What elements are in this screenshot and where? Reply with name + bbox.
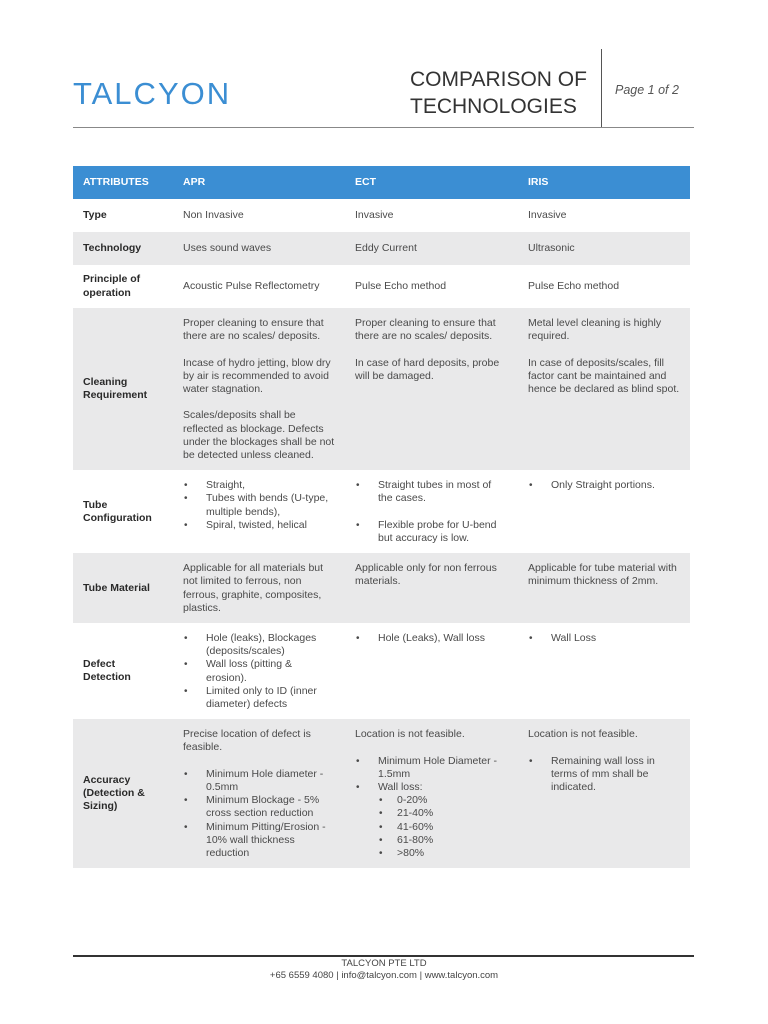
tube-config-apr xyxy=(173,470,345,553)
list-item: • Minimum Blockage - 5% cross section reduction xyxy=(183,794,335,820)
list-item: • Minimum Hole diameter - 0.5mm xyxy=(183,768,335,794)
attr-tube-config-line1: Tube xyxy=(83,498,108,511)
attr-accuracy-line2: (Detection & xyxy=(83,787,145,800)
principle-ect: Pulse Echo method xyxy=(355,279,447,292)
attr-type: Type xyxy=(83,208,107,221)
defect-ect xyxy=(345,623,518,719)
list-item: • Hole (Leaks), Wall loss xyxy=(355,632,508,645)
list-item: • Hole (leaks), Blockages (deposits/scales) xyxy=(183,632,335,658)
list-item: • Remaining wall loss in terms of mm shall be indicated. xyxy=(528,755,680,795)
table-row-principle xyxy=(73,265,690,308)
tube-material-apr: Applicable for all materials but not limited to ferrous, non ferrous, graphite, composites, plastics. xyxy=(173,553,345,623)
wall-loss-label: Wall loss: xyxy=(378,781,423,794)
list-item: • 61-80% xyxy=(378,834,508,847)
attr-accuracy-line1: Accuracy xyxy=(83,773,131,786)
defect-iris xyxy=(518,623,690,719)
list-item: • Wall Loss xyxy=(528,632,680,645)
header-rule xyxy=(73,127,694,128)
table-row-cleaning xyxy=(73,308,690,470)
cleaning-apr xyxy=(173,308,345,470)
comparison-table xyxy=(73,166,690,868)
header-apr: APR xyxy=(173,166,345,199)
attr-accuracy-line3: Sizing) xyxy=(83,800,118,813)
cleaning-ect-para: In case of hard deposits, probe will be damaged. xyxy=(355,356,500,382)
list-item: • Straight, xyxy=(183,479,335,492)
attr-defect-line1: Defect xyxy=(83,657,116,670)
list-item: • 21-40% xyxy=(378,807,508,820)
accuracy-iris-intro: Location is not feasible. xyxy=(528,728,638,741)
principle-apr: Acoustic Pulse Reflectometry xyxy=(183,279,320,292)
table-row-type xyxy=(73,199,690,232)
tube-config-iris xyxy=(518,470,690,553)
attr-tube-config-line2: Configuration xyxy=(83,511,152,524)
table-row-technology xyxy=(73,232,690,265)
tube-config-ect xyxy=(345,470,518,553)
type-apr: Non Invasive xyxy=(183,208,244,221)
defect-apr xyxy=(173,623,345,719)
tube-material-iris: Applicable for tube material with minimum thickness of 2mm. xyxy=(518,553,690,623)
page-number: Page 1 of 2 xyxy=(615,83,679,97)
footer-contact: +65 6559 4080 | info@talcyon.com | www.talcyon.com xyxy=(269,970,499,981)
table-header-row xyxy=(73,166,690,199)
attr-cleaning xyxy=(73,308,173,470)
list-item: • Minimum Hole Diameter - 1.5mm xyxy=(355,755,508,781)
company-logo: TALCYON xyxy=(73,76,232,111)
attr-principle xyxy=(73,265,173,308)
cleaning-ect xyxy=(345,308,518,470)
cleaning-ect-para: Proper cleaning to ensure that there are no scales/ deposits. xyxy=(355,317,496,343)
list-item: • Minimum Pitting/Erosion - 10% wall thickness reduction xyxy=(183,821,335,861)
table-row-tube-material xyxy=(73,553,690,623)
list-item: • Straight tubes in most of the cases. xyxy=(355,479,508,505)
attr-tube-config xyxy=(73,470,173,553)
document-title-line1: COMPARISON OF xyxy=(410,68,587,91)
list-item: • Only Straight portions. xyxy=(528,479,680,492)
attr-accuracy xyxy=(73,719,173,868)
tube-material-ect: Applicable only for non ferrous materials. xyxy=(345,553,518,623)
header-ect: ECT xyxy=(345,166,518,199)
accuracy-ect-intro: Location is not feasible. xyxy=(355,728,465,741)
footer-rule xyxy=(73,955,694,957)
footer-company: TALCYON PTE LTD xyxy=(341,958,427,969)
attr-technology: Technology xyxy=(73,232,173,265)
header-iris: IRIS xyxy=(518,166,690,199)
attr-principle-line1: Principle of xyxy=(83,273,141,286)
list-item: • >80% xyxy=(378,847,508,860)
list-item: • Wall loss (pitting & erosion). xyxy=(183,658,335,684)
list-item: • Spiral, twisted, helical xyxy=(183,519,335,532)
cleaning-apr-para: Scales/deposits shall be reflected as blockage. Defects under the blockages shall be not be detected unless cleaned. xyxy=(183,409,335,461)
accuracy-ect xyxy=(345,719,518,868)
list-item: • Flexible probe for U-bend but accuracy is low. xyxy=(355,519,508,545)
list-item: • 41-60% xyxy=(378,821,508,834)
table-row-defect xyxy=(73,623,690,719)
attr-defect xyxy=(73,623,173,719)
type-iris: Invasive xyxy=(528,208,567,221)
list-item xyxy=(355,781,508,860)
table-row-tube-config xyxy=(73,470,690,553)
attr-tube-material: Tube Material xyxy=(73,553,173,623)
header-divider xyxy=(601,49,602,128)
principle-iris: Pulse Echo method xyxy=(528,279,620,292)
document-title xyxy=(410,66,600,120)
list-item: • 0-20% xyxy=(378,794,508,807)
document-title-line2: TECHNOLOGIES xyxy=(410,95,577,118)
cleaning-apr-para: Proper cleaning to ensure that there are no scales/ deposits. xyxy=(183,317,324,343)
attr-defect-line2: Detection xyxy=(83,671,131,684)
list-item: • Tubes with bends (U-type, multiple bends), xyxy=(183,492,335,518)
accuracy-apr xyxy=(173,719,345,868)
attr-cleaning-line1: Cleaning xyxy=(83,375,128,388)
attr-principle-line2: operation xyxy=(83,286,131,299)
technology-iris: Ultrasonic xyxy=(518,232,690,265)
cleaning-iris-para: In case of deposits/scales, fill factor cant be maintained and hence be declared as blind spot. xyxy=(528,356,680,395)
technology-apr: Uses sound waves xyxy=(173,232,345,265)
accuracy-apr-intro: Precise location of defect is feasible. xyxy=(183,728,311,754)
cleaning-iris xyxy=(518,308,690,470)
technology-ect: Eddy Current xyxy=(345,232,518,265)
list-item: • Limited only to ID (inner diameter) defects xyxy=(183,685,335,711)
attr-cleaning-line2: Requirement xyxy=(83,389,148,402)
type-ect: Invasive xyxy=(355,208,394,221)
table-row-accuracy xyxy=(73,719,690,868)
header-attributes: ATTRIBUTES xyxy=(73,166,173,199)
accuracy-iris xyxy=(518,719,690,868)
cleaning-iris-para: Metal level cleaning is highly required. xyxy=(528,317,662,343)
cleaning-apr-para: Incase of hydro jetting, blow dry by air is recommended to avoid water stagnation. xyxy=(183,356,331,395)
